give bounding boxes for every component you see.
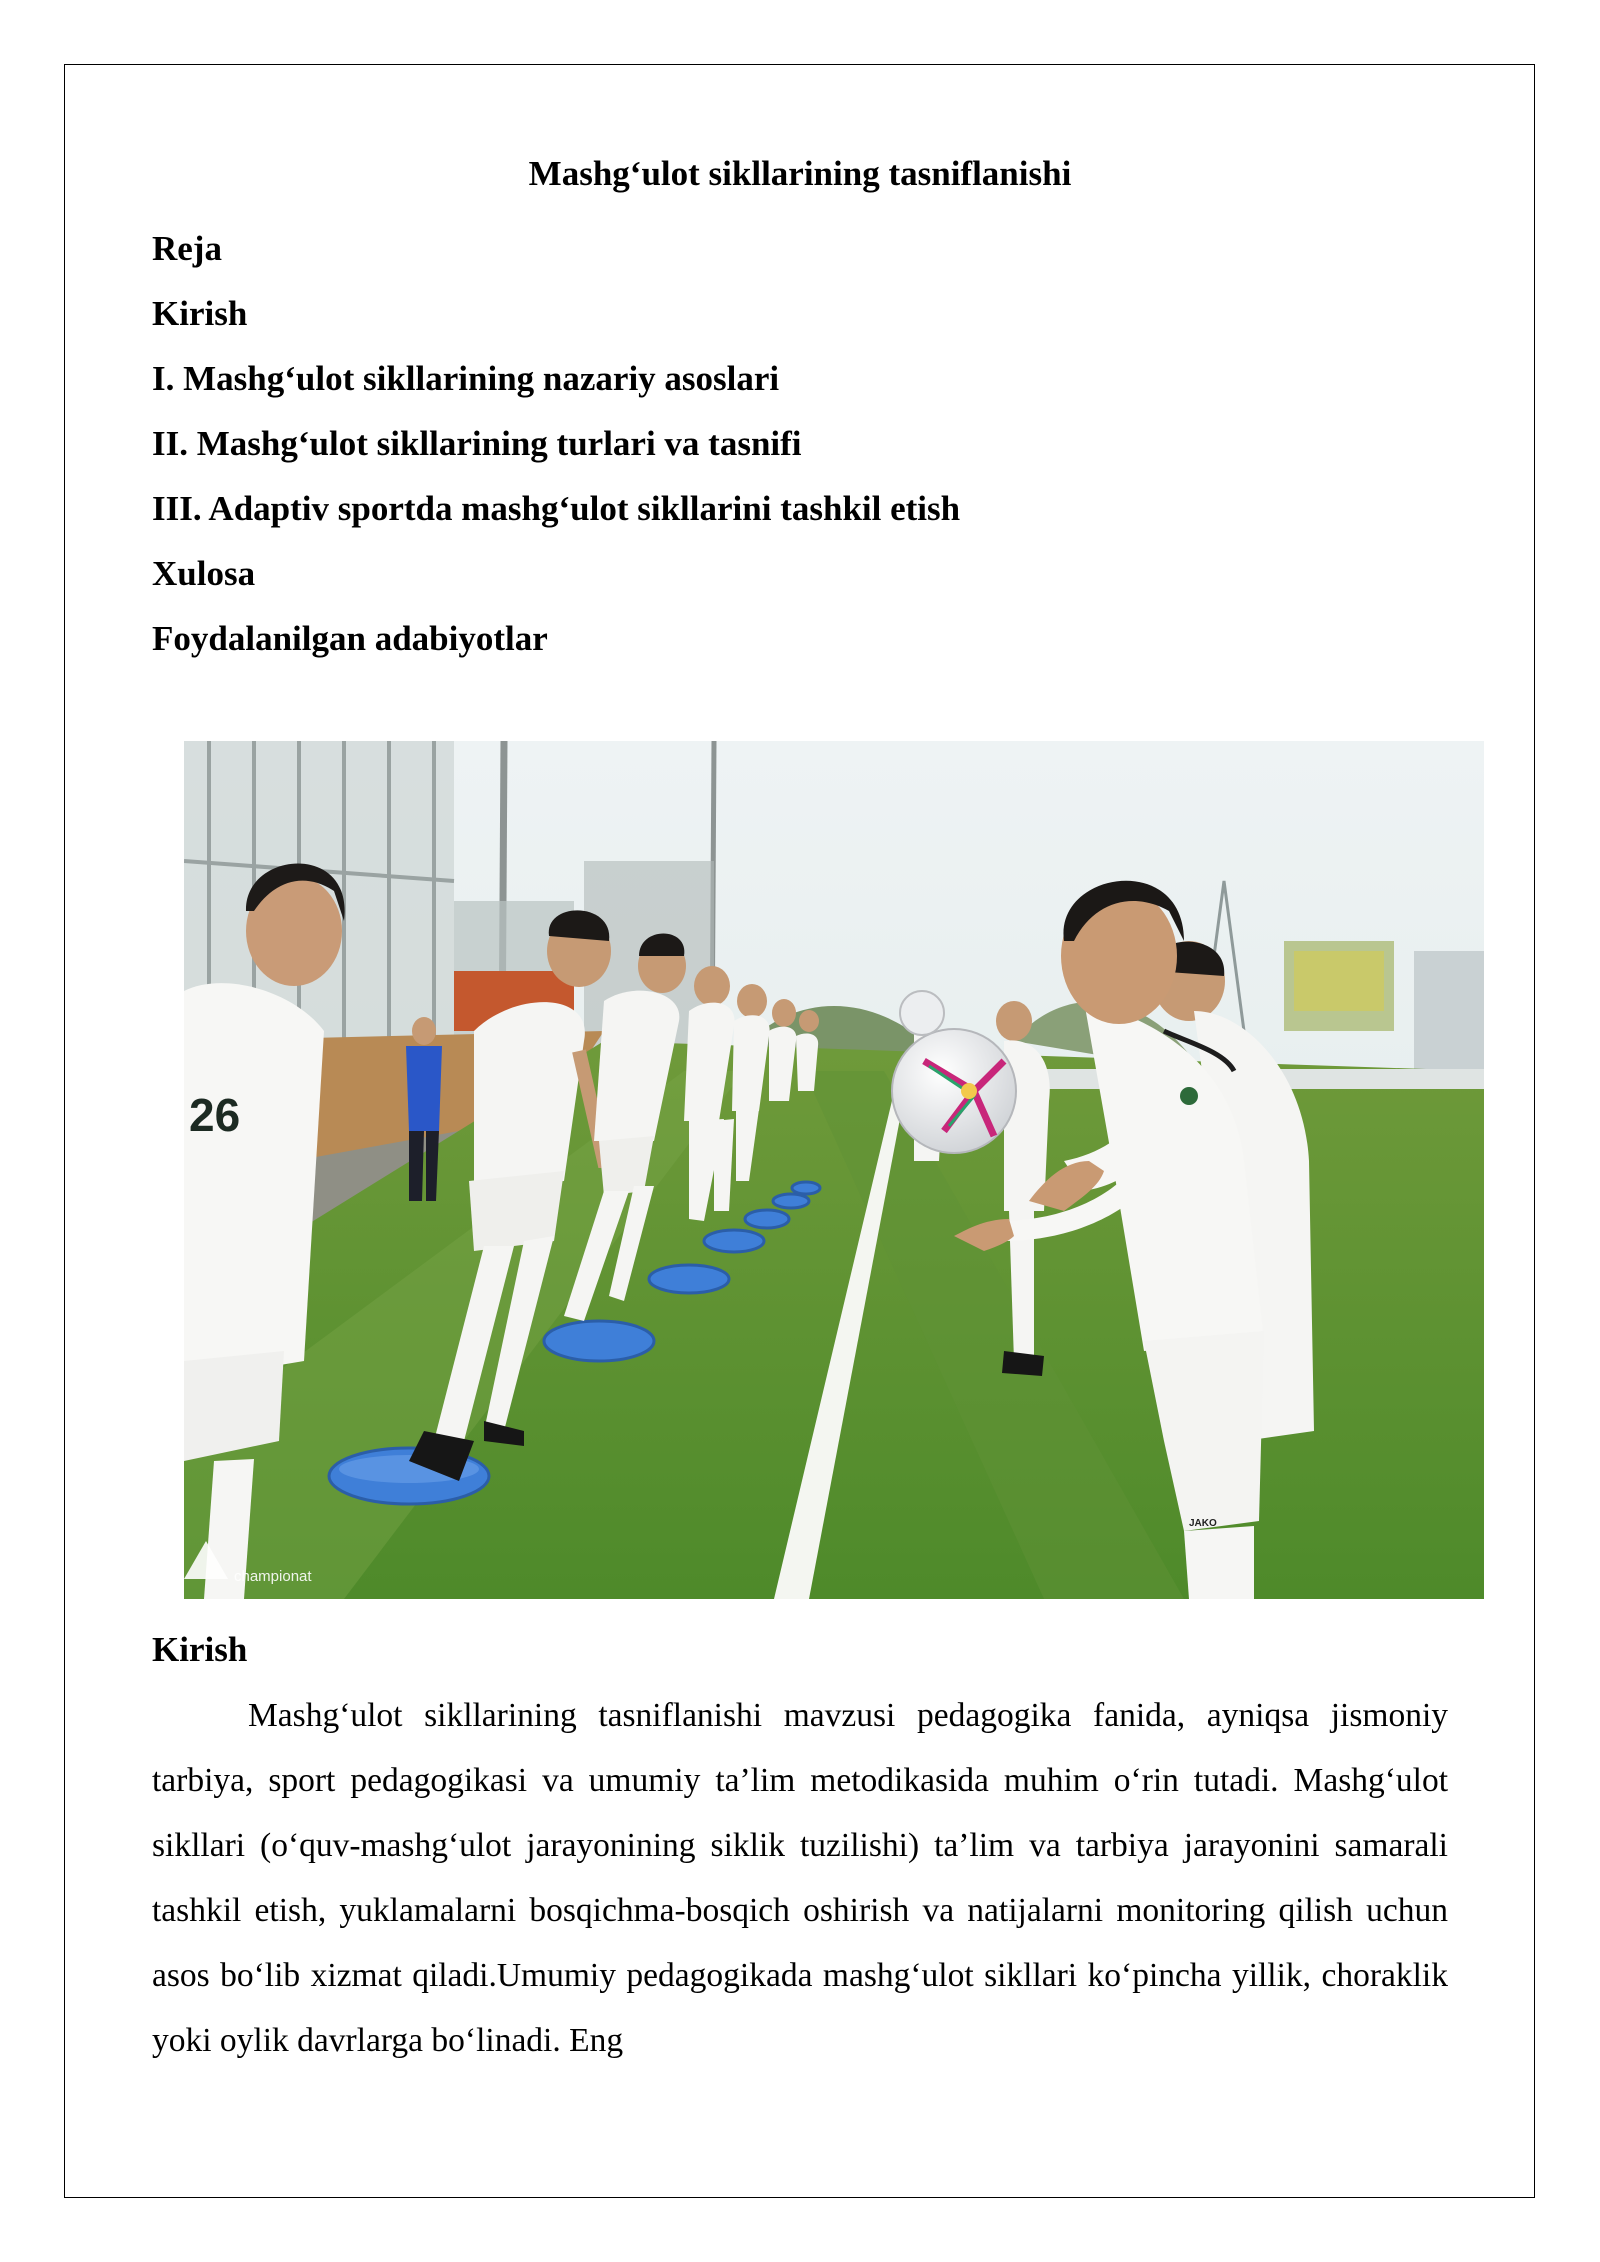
shorts-logo: JAKO [1189, 1518, 1217, 1529]
football-training-photo [184, 741, 1484, 1599]
plan-item-chapter-3: III. Adaptiv sportda mashg‘ulot sikllarini tashkil etish [152, 489, 961, 528]
plan-list [152, 216, 960, 671]
plan-item-references: Foydalanilgan adabiyotlar [152, 619, 548, 658]
photo-watermark: championat [234, 1568, 312, 1585]
plan-item-conclusion: Xulosa [152, 554, 256, 593]
plan-item-chapter-1: I. Mashg‘ulot sikllarining nazariy asoslari [152, 359, 780, 398]
plan-item-introduction: Kirish [152, 294, 248, 333]
document-title: Mashg‘ulot sikllarining tasniflanishi [528, 154, 1072, 193]
section-heading-introduction: Kirish [152, 1630, 248, 1669]
plan-heading: Reja [152, 229, 222, 268]
jersey-number: 26 [189, 1089, 241, 1141]
introduction-paragraph: Mashg‘ulot sikllarining tasniflanishi mavzusi pedagogika fanida, ayniqsa jismoniy tarbiya, sport pedagogikasi va umumiy ta’lim metodikasida muhim o‘rin tutadi. Mashg‘ulot sikllari (o‘quv-mashg‘ulot jarayonining siklik tuzilishi) ta’lim va tarbiya jarayonini samarali tashkil etish, yuklamalarni bosqichma-bosqich oshirish va natijalarni monitoring qilish uchun asos bo‘lib xizmat qiladi.Umumiy pedagogikada mashg‘ulot sikllari ko‘pincha yillik, choraklik yoki oylik davrlarga bo‘linadi. Eng [152, 1697, 1448, 2059]
plan-item-chapter-2: II. Mashg‘ulot sikllarining turlari va tasnifi [152, 424, 802, 463]
